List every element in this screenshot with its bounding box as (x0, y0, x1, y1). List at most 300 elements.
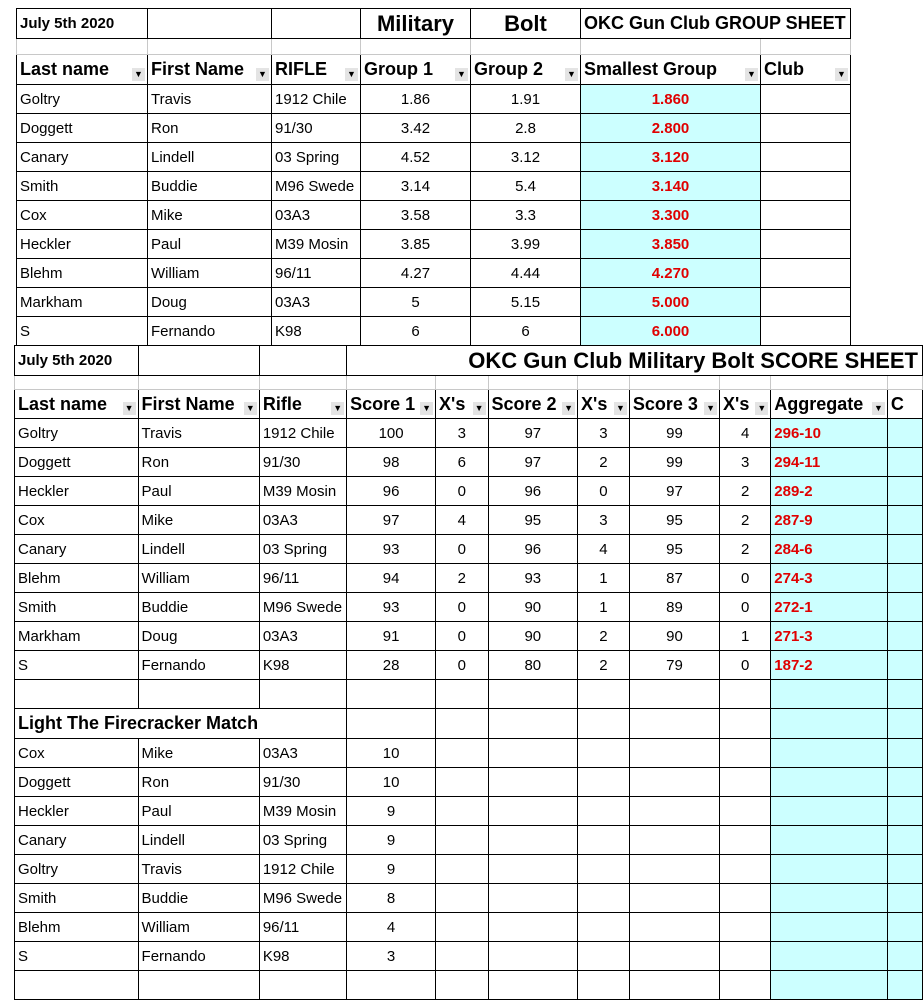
cell[interactable]: 91/30 (259, 768, 346, 797)
filter-dropdown-icon[interactable]: ▼ (420, 402, 433, 415)
filter-dropdown-icon[interactable]: ▼ (755, 402, 768, 415)
cell[interactable] (629, 768, 719, 797)
filter-dropdown-icon[interactable]: ▼ (132, 68, 145, 81)
cell[interactable]: 4 (436, 506, 488, 535)
cell[interactable] (720, 971, 771, 1000)
title-bolt[interactable]: Bolt (471, 9, 581, 39)
cell[interactable] (488, 680, 578, 709)
cell[interactable]: 1.860 (581, 85, 761, 114)
cell[interactable] (629, 913, 719, 942)
cell[interactable] (436, 797, 488, 826)
filter-dropdown-icon[interactable]: ▼ (256, 68, 269, 81)
cell[interactable]: M96 Swede (259, 884, 346, 913)
cell[interactable]: 187-2 (771, 651, 888, 680)
column-header[interactable] (15, 390, 139, 419)
cell[interactable]: Blehm (17, 259, 148, 288)
cell[interactable]: Cox (15, 739, 139, 768)
cell[interactable] (259, 346, 346, 376)
cell[interactable] (578, 680, 630, 709)
cell[interactable]: S (17, 317, 148, 346)
cell[interactable]: 5.4 (471, 172, 581, 201)
cell[interactable] (771, 826, 888, 855)
cell[interactable]: 271-3 (771, 622, 888, 651)
column-header[interactable] (581, 55, 761, 85)
cell[interactable]: 96 (347, 477, 436, 506)
cell[interactable]: 03A3 (272, 288, 361, 317)
cell[interactable] (720, 855, 771, 884)
cell[interactable]: 96/11 (259, 913, 346, 942)
cell[interactable]: 4.270 (581, 259, 761, 288)
cell[interactable] (887, 913, 922, 942)
cell[interactable] (578, 376, 630, 390)
cell[interactable]: 2 (436, 564, 488, 593)
cell[interactable] (488, 376, 578, 390)
firecracker-title[interactable]: Light The Firecracker Match (15, 709, 347, 739)
cell[interactable]: William (138, 564, 259, 593)
cell[interactable] (720, 942, 771, 971)
cell[interactable]: 89 (629, 593, 719, 622)
cell[interactable]: K98 (272, 317, 361, 346)
cell[interactable]: 1912 Chile (259, 855, 346, 884)
cell[interactable]: 2 (578, 622, 630, 651)
cell[interactable]: 1 (578, 593, 630, 622)
filter-dropdown-icon[interactable]: ▼ (835, 68, 848, 81)
cell[interactable]: 0 (578, 477, 630, 506)
column-header[interactable] (272, 55, 361, 85)
cell[interactable]: Heckler (17, 230, 148, 259)
cell[interactable]: Buddie (138, 593, 259, 622)
cell[interactable]: 95 (488, 506, 578, 535)
cell[interactable]: Heckler (15, 797, 139, 826)
cell[interactable]: 6.000 (581, 317, 761, 346)
cell[interactable]: 5.000 (581, 288, 761, 317)
cell[interactable]: 3.140 (581, 172, 761, 201)
cell[interactable]: William (138, 913, 259, 942)
date-cell[interactable]: July 5th 2020 (17, 9, 148, 39)
cell[interactable]: S (15, 942, 139, 971)
cell[interactable]: 3.850 (581, 230, 761, 259)
cell[interactable] (148, 9, 272, 39)
cell[interactable] (347, 709, 436, 739)
cell[interactable]: Doggett (15, 768, 139, 797)
cell[interactable]: 95 (629, 535, 719, 564)
cell[interactable] (488, 768, 578, 797)
cell[interactable] (887, 651, 922, 680)
cell[interactable]: 3.14 (361, 172, 471, 201)
cell[interactable] (436, 942, 488, 971)
cell[interactable]: 289-2 (771, 477, 888, 506)
cell[interactable] (771, 709, 888, 739)
cell[interactable]: 3.85 (361, 230, 471, 259)
cell[interactable] (887, 826, 922, 855)
cell[interactable]: 96/11 (259, 564, 346, 593)
sheet-title[interactable]: OKC Gun Club Military Bolt SCORE SHEET (347, 346, 923, 376)
cell[interactable]: Buddie (138, 884, 259, 913)
cell[interactable] (488, 826, 578, 855)
cell[interactable] (720, 913, 771, 942)
column-header[interactable] (488, 390, 578, 419)
cell[interactable] (887, 942, 922, 971)
cell[interactable]: Lindell (138, 826, 259, 855)
cell[interactable]: Blehm (15, 913, 139, 942)
cell[interactable]: Ron (138, 768, 259, 797)
cell[interactable] (436, 739, 488, 768)
cell[interactable]: Heckler (15, 477, 139, 506)
cell[interactable] (761, 85, 851, 114)
cell[interactable]: 03A3 (272, 201, 361, 230)
cell[interactable] (887, 564, 922, 593)
cell[interactable]: 272-1 (771, 593, 888, 622)
cell[interactable]: 100 (347, 419, 436, 448)
cell[interactable]: Cox (15, 506, 139, 535)
cell[interactable]: K98 (259, 651, 346, 680)
cell[interactable]: Mike (148, 201, 272, 230)
cell[interactable]: Doug (148, 288, 272, 317)
cell[interactable] (436, 971, 488, 1000)
cell[interactable] (629, 855, 719, 884)
filter-dropdown-icon[interactable]: ▼ (123, 402, 136, 415)
cell[interactable] (771, 913, 888, 942)
cell[interactable] (771, 797, 888, 826)
cell[interactable]: 91/30 (259, 448, 346, 477)
cell[interactable]: M39 Mosin (272, 230, 361, 259)
cell[interactable] (720, 680, 771, 709)
cell[interactable] (578, 913, 630, 942)
cell[interactable] (138, 971, 259, 1000)
cell[interactable] (436, 709, 488, 739)
cell[interactable]: 03 Spring (259, 826, 346, 855)
filter-dropdown-icon[interactable]: ▼ (565, 68, 578, 81)
cell[interactable]: 0 (720, 651, 771, 680)
cell[interactable] (347, 376, 436, 390)
cell[interactable] (436, 913, 488, 942)
column-header[interactable] (148, 55, 272, 85)
cell[interactable] (436, 855, 488, 884)
column-header[interactable] (138, 390, 259, 419)
cell[interactable] (259, 680, 346, 709)
cell[interactable] (361, 39, 471, 55)
cell[interactable] (629, 797, 719, 826)
cell[interactable]: 03A3 (259, 506, 346, 535)
cell[interactable] (771, 855, 888, 884)
cell[interactable]: 3.120 (581, 143, 761, 172)
cell[interactable] (761, 230, 851, 259)
cell[interactable]: 9 (347, 855, 436, 884)
cell[interactable]: 97 (488, 419, 578, 448)
cell[interactable] (436, 376, 488, 390)
column-header[interactable] (720, 390, 771, 419)
cell[interactable]: Lindell (138, 535, 259, 564)
date-cell[interactable]: July 5th 2020 (15, 346, 139, 376)
cell[interactable] (17, 39, 148, 55)
cell[interactable]: 90 (488, 622, 578, 651)
cell[interactable]: 97 (347, 506, 436, 535)
cell[interactable] (436, 768, 488, 797)
cell[interactable] (887, 448, 922, 477)
cell[interactable] (771, 971, 888, 1000)
cell[interactable] (887, 768, 922, 797)
cell[interactable]: Canary (15, 826, 139, 855)
cell[interactable]: Paul (138, 797, 259, 826)
cell[interactable]: Canary (17, 143, 148, 172)
cell[interactable] (761, 201, 851, 230)
cell[interactable] (887, 419, 922, 448)
cell[interactable] (629, 826, 719, 855)
cell[interactable] (347, 971, 436, 1000)
cell[interactable] (887, 855, 922, 884)
cell[interactable]: 98 (347, 448, 436, 477)
cell[interactable]: 3.12 (471, 143, 581, 172)
cell[interactable]: Travis (138, 419, 259, 448)
cell[interactable] (488, 971, 578, 1000)
cell[interactable]: 1.86 (361, 85, 471, 114)
cell[interactable] (771, 376, 888, 390)
cell[interactable] (629, 884, 719, 913)
cell[interactable]: 3.300 (581, 201, 761, 230)
cell[interactable] (436, 826, 488, 855)
cell[interactable] (471, 39, 581, 55)
cell[interactable]: 4 (347, 913, 436, 942)
cell[interactable]: 0 (436, 622, 488, 651)
column-header[interactable] (761, 55, 851, 85)
cell[interactable]: 1912 Chile (259, 419, 346, 448)
cell[interactable]: 3 (578, 419, 630, 448)
cell[interactable] (761, 114, 851, 143)
column-header[interactable]: C (887, 390, 922, 419)
filter-dropdown-icon[interactable]: ▼ (872, 402, 885, 415)
cell[interactable] (887, 376, 922, 390)
cell[interactable]: 93 (347, 535, 436, 564)
cell[interactable] (887, 477, 922, 506)
cell[interactable] (629, 376, 719, 390)
cell[interactable]: 0 (436, 593, 488, 622)
cell[interactable]: 97 (629, 477, 719, 506)
cell[interactable]: Smith (15, 593, 139, 622)
cell[interactable] (720, 709, 771, 739)
cell[interactable] (629, 942, 719, 971)
cell[interactable]: 97 (488, 448, 578, 477)
cell[interactable]: 6 (436, 448, 488, 477)
filter-dropdown-icon[interactable]: ▼ (455, 68, 468, 81)
cell[interactable] (578, 797, 630, 826)
cell[interactable] (761, 317, 851, 346)
cell[interactable]: 90 (629, 622, 719, 651)
sheet-title[interactable]: OKC Gun Club GROUP SHEET (581, 9, 851, 39)
cell[interactable]: 3 (578, 506, 630, 535)
cell[interactable]: 80 (488, 651, 578, 680)
filter-dropdown-icon[interactable]: ▼ (473, 402, 486, 415)
cell[interactable]: 5 (361, 288, 471, 317)
cell[interactable]: 4.52 (361, 143, 471, 172)
cell[interactable]: 99 (629, 448, 719, 477)
cell[interactable] (887, 797, 922, 826)
cell[interactable] (761, 172, 851, 201)
cell[interactable]: Mike (138, 506, 259, 535)
cell[interactable]: Blehm (15, 564, 139, 593)
cell[interactable]: Paul (138, 477, 259, 506)
cell[interactable]: 2 (578, 651, 630, 680)
cell[interactable]: M39 Mosin (259, 797, 346, 826)
cell[interactable] (887, 971, 922, 1000)
column-header[interactable] (771, 390, 888, 419)
cell[interactable] (887, 884, 922, 913)
cell[interactable]: Ron (138, 448, 259, 477)
cell[interactable]: 4 (578, 535, 630, 564)
cell[interactable]: 294-11 (771, 448, 888, 477)
cell[interactable] (578, 826, 630, 855)
cell[interactable] (488, 884, 578, 913)
cell[interactable]: 2 (720, 477, 771, 506)
cell[interactable] (629, 739, 719, 768)
cell[interactable]: Travis (138, 855, 259, 884)
cell[interactable]: 96 (488, 535, 578, 564)
cell[interactable]: 3.42 (361, 114, 471, 143)
cell[interactable] (15, 680, 139, 709)
cell[interactable]: 0 (436, 651, 488, 680)
cell[interactable]: 96/11 (272, 259, 361, 288)
cell[interactable]: Doggett (15, 448, 139, 477)
cell[interactable] (436, 884, 488, 913)
cell[interactable]: 2.800 (581, 114, 761, 143)
cell[interactable]: Fernando (138, 651, 259, 680)
cell[interactable] (259, 376, 346, 390)
cell[interactable] (720, 376, 771, 390)
cell[interactable] (138, 346, 259, 376)
cell[interactable]: 91/30 (272, 114, 361, 143)
cell[interactable] (629, 680, 719, 709)
cell[interactable] (887, 680, 922, 709)
cell[interactable]: 287-9 (771, 506, 888, 535)
cell[interactable] (720, 884, 771, 913)
filter-dropdown-icon[interactable]: ▼ (244, 402, 257, 415)
cell[interactable]: 79 (629, 651, 719, 680)
column-header[interactable] (347, 390, 436, 419)
cell[interactable]: 28 (347, 651, 436, 680)
cell[interactable]: Markham (17, 288, 148, 317)
cell[interactable]: 2 (720, 506, 771, 535)
cell[interactable]: 3.99 (471, 230, 581, 259)
title-military[interactable]: Military (361, 9, 471, 39)
cell[interactable]: Travis (148, 85, 272, 114)
cell[interactable] (578, 709, 630, 739)
cell[interactable]: 1912 Chile (272, 85, 361, 114)
cell[interactable]: 93 (347, 593, 436, 622)
filter-dropdown-icon[interactable]: ▼ (345, 68, 358, 81)
cell[interactable] (488, 739, 578, 768)
cell[interactable]: 284-6 (771, 535, 888, 564)
cell[interactable]: 03A3 (259, 739, 346, 768)
filter-dropdown-icon[interactable]: ▼ (614, 402, 627, 415)
cell[interactable]: Markham (15, 622, 139, 651)
cell[interactable]: 03 Spring (259, 535, 346, 564)
cell[interactable]: S (15, 651, 139, 680)
cell[interactable] (138, 376, 259, 390)
cell[interactable]: 2 (578, 448, 630, 477)
cell[interactable] (15, 971, 139, 1000)
cell[interactable]: 1.91 (471, 85, 581, 114)
cell[interactable]: Smith (15, 884, 139, 913)
cell[interactable] (578, 884, 630, 913)
cell[interactable]: 1 (720, 622, 771, 651)
cell[interactable] (771, 884, 888, 913)
cell[interactable]: M39 Mosin (259, 477, 346, 506)
cell[interactable]: 8 (347, 884, 436, 913)
cell[interactable]: 3 (720, 448, 771, 477)
cell[interactable]: Mike (138, 739, 259, 768)
cell[interactable]: Doggett (17, 114, 148, 143)
cell[interactable] (720, 739, 771, 768)
cell[interactable]: 4.44 (471, 259, 581, 288)
cell[interactable] (272, 9, 361, 39)
cell[interactable] (771, 942, 888, 971)
cell[interactable] (578, 971, 630, 1000)
cell[interactable] (629, 709, 719, 739)
cell[interactable]: 296-10 (771, 419, 888, 448)
cell[interactable]: 94 (347, 564, 436, 593)
cell[interactable]: 87 (629, 564, 719, 593)
cell[interactable] (436, 680, 488, 709)
filter-dropdown-icon[interactable]: ▼ (331, 402, 344, 415)
cell[interactable]: 2.8 (471, 114, 581, 143)
cell[interactable] (578, 855, 630, 884)
cell[interactable] (488, 709, 578, 739)
cell[interactable] (259, 971, 346, 1000)
cell[interactable] (581, 39, 761, 55)
cell[interactable]: 3 (436, 419, 488, 448)
cell[interactable]: 6 (361, 317, 471, 346)
cell[interactable]: 0 (720, 593, 771, 622)
cell[interactable]: Goltry (15, 855, 139, 884)
cell[interactable]: Fernando (138, 942, 259, 971)
cell[interactable] (578, 768, 630, 797)
cell[interactable]: 96 (488, 477, 578, 506)
column-header[interactable] (471, 55, 581, 85)
cell[interactable] (771, 680, 888, 709)
cell[interactable]: Canary (15, 535, 139, 564)
cell[interactable]: 274-3 (771, 564, 888, 593)
cell[interactable] (629, 971, 719, 1000)
cell[interactable]: K98 (259, 942, 346, 971)
cell[interactable]: M96 Swede (259, 593, 346, 622)
cell[interactable]: M96 Swede (272, 172, 361, 201)
cell[interactable] (488, 942, 578, 971)
cell[interactable] (887, 622, 922, 651)
cell[interactable] (720, 797, 771, 826)
cell[interactable]: 93 (488, 564, 578, 593)
cell[interactable] (761, 259, 851, 288)
cell[interactable]: 6 (471, 317, 581, 346)
cell[interactable] (887, 709, 922, 739)
cell[interactable]: 0 (720, 564, 771, 593)
cell[interactable]: Paul (148, 230, 272, 259)
column-header[interactable] (629, 390, 719, 419)
cell[interactable] (887, 535, 922, 564)
cell[interactable]: 3.3 (471, 201, 581, 230)
column-header[interactable] (361, 55, 471, 85)
cell[interactable] (148, 39, 272, 55)
cell[interactable] (761, 143, 851, 172)
cell[interactable]: 4 (720, 419, 771, 448)
cell[interactable]: Lindell (148, 143, 272, 172)
cell[interactable] (771, 739, 888, 768)
cell[interactable]: Ron (148, 114, 272, 143)
cell[interactable]: Smith (17, 172, 148, 201)
column-header[interactable] (17, 55, 148, 85)
cell[interactable]: 03 Spring (272, 143, 361, 172)
cell[interactable] (887, 593, 922, 622)
cell[interactable] (15, 376, 139, 390)
cell[interactable]: Goltry (17, 85, 148, 114)
